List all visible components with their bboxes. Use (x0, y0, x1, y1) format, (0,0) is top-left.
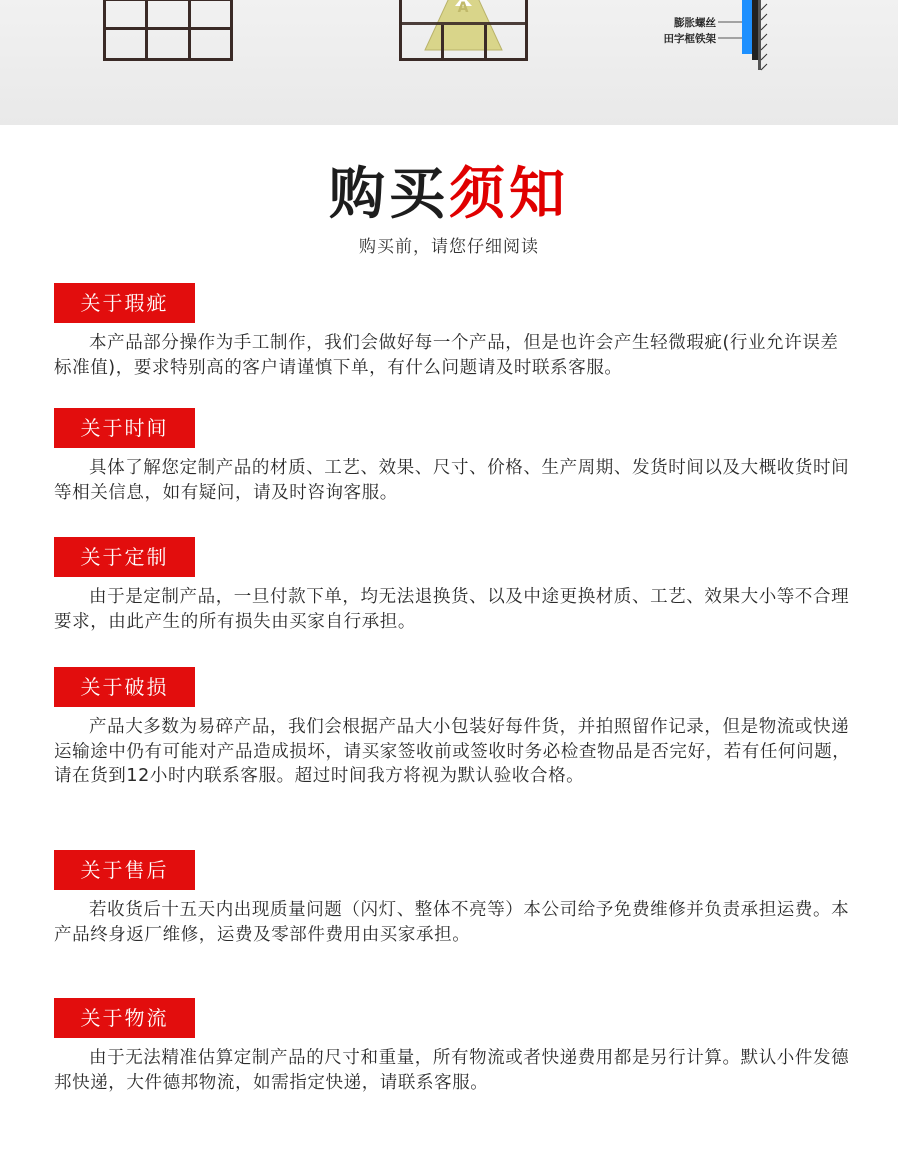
section-logistics (54, 998, 854, 1095)
section-after-sales (54, 850, 854, 947)
letter-a-illustration (397, 0, 530, 63)
section-time (54, 408, 854, 505)
section-body: 本产品部分操作为手工制作，我们会做好每一个产品，但是也许会产生轻微瑕疵(行业允许误差标准值)，要求特别高的客户请谨慎下单，有什么问题请及时联系客服。 (54, 333, 839, 378)
bracket-label: 田字框铁架 (663, 33, 716, 45)
title-part-black: 购买 (329, 162, 449, 227)
section-body: 若收货后十五天内出现质量问题（闪灯、整体不亮等）本公司给予免费维修并负责承担运费。本产品终身返厂维修，运费及零部件费用由买家承担。 (54, 900, 850, 945)
section-tag: 关于定制 (54, 537, 195, 577)
product-diagram-band (0, 0, 898, 125)
section-tag: 关于破损 (54, 667, 195, 707)
section-tag: 关于时间 (54, 408, 195, 448)
section-damage (54, 667, 854, 789)
section-tag: 关于瑕疵 (54, 283, 195, 323)
svg-text:A: A (457, 0, 469, 16)
grid-frame-illustration (103, 0, 233, 61)
section-body: 由于无法精准估算定制产品的尺寸和重量，所有物流或者快递费用都是另行计算。默认小件发德邦快递，大件德邦物流，如需指定快递，请联系客服。 (54, 1048, 850, 1093)
section-flaws (54, 283, 854, 380)
section-body: 产品大多数为易碎产品，我们会根据产品大小包装好每件货，并拍照留作记录，但是物流或快递运输途中仍有可能对产品造成损坏，请买家签收前或签收时务必检查物品是否完好，若有任何问题，请在货到12小时内联系客服。超过时间我方将视为默认验收合格。 (54, 717, 851, 786)
section-body: 具体了解您定制产品的材质、工艺、效果、尺寸、价格、生产周期、发货时间以及大概收货时间等相关信息，如有疑问，请及时咨询客服。 (54, 458, 850, 503)
page-title (0, 160, 898, 230)
section-tag: 关于物流 (54, 998, 195, 1038)
title-part-red: 须知 (449, 162, 569, 227)
page-subtitle: 购买前，请您仔细阅读 (359, 237, 539, 257)
section-body: 由于是定制产品，一旦付款下单，均无法退换货、以及中途更换材质、工艺、效果大小等不合理要求，由此产生的所有损失由买家自行承担。 (54, 587, 850, 632)
expansion-bolt-label: 膨胀螺丝 (674, 17, 716, 29)
section-customization (54, 537, 854, 634)
section-tag: 关于售后 (54, 850, 195, 890)
